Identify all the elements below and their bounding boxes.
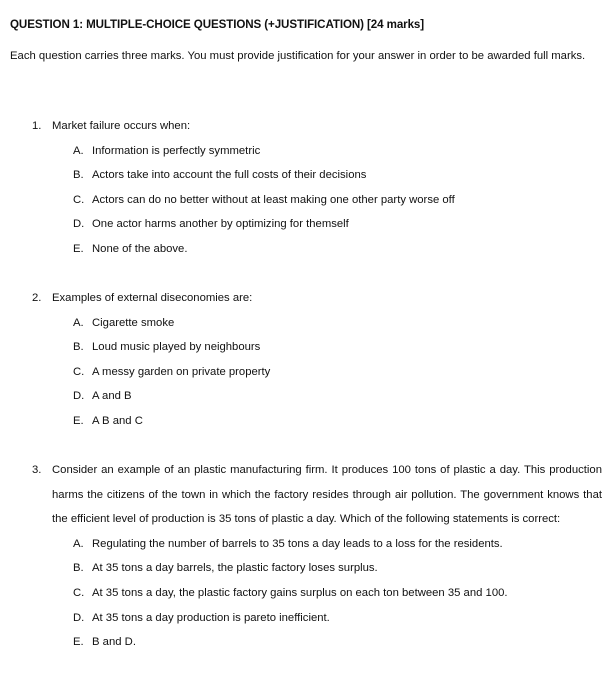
option-text: At 35 tons a day, the plastic factory gains surplus on each ton between 35 and 100. [92, 586, 508, 599]
option-a [73, 532, 602, 557]
option-letter: C. [73, 586, 85, 599]
option-e [73, 409, 602, 434]
option-c [73, 360, 602, 385]
option-list [32, 311, 602, 434]
option-letter: B. [73, 341, 84, 354]
question-stem [32, 114, 602, 139]
option-b [73, 556, 602, 581]
option-text: None of the above. [92, 242, 188, 255]
option-e [73, 630, 602, 655]
option-a [73, 311, 602, 336]
question-text: Consider an example of an plastic manufacturing firm. It produces 100 tons of plastic a day. This production harms the citizens of the town in which the factory resides through air pollution. The government knows that the efficient level of production is 35 tons of plastic a day. Which of the following statements is correct: [52, 464, 602, 526]
option-e [73, 237, 602, 262]
question-stem [32, 458, 602, 532]
option-letter: A. [73, 144, 84, 157]
option-text: One actor harms another by optimizing for themself [92, 218, 349, 231]
option-c [73, 188, 602, 213]
option-letter: E. [73, 242, 84, 255]
option-d [73, 606, 602, 631]
option-list [32, 139, 602, 262]
option-letter: E. [73, 414, 84, 427]
instructions-paragraph: Each question carries three marks. You must provide justification for your answer in order to be awarded full marks. [10, 50, 586, 62]
option-d [73, 384, 602, 409]
option-text: Loud music played by neighbours [92, 341, 261, 354]
option-a [73, 139, 602, 164]
option-letter: A. [73, 537, 84, 550]
option-letter: C. [73, 365, 85, 378]
option-text: Actors take into account the full costs of their decisions [92, 169, 367, 182]
option-text: B and D. [92, 636, 136, 649]
option-letter: B. [73, 562, 84, 575]
option-letter: D. [73, 218, 85, 231]
option-b [73, 335, 602, 360]
option-c [73, 581, 602, 606]
option-text: At 35 tons a day barrels, the plastic factory loses surplus. [92, 562, 378, 575]
option-letter: C. [73, 193, 85, 206]
option-text: Cigarette smoke [92, 316, 175, 329]
option-letter: D. [73, 390, 85, 403]
question-number: 3. [32, 464, 42, 476]
option-letter: B. [73, 169, 84, 182]
section-heading: QUESTION 1: MULTIPLE-CHOICE QUESTIONS (+JUSTIFICATION) [24 marks] [10, 18, 425, 31]
question-stem [32, 286, 602, 311]
question-3 [32, 458, 602, 655]
option-text: Actors can do no better without at least making one other party worse off [92, 193, 455, 206]
question-text: Examples of external diseconomies are: [52, 292, 253, 304]
option-text: A messy garden on private property [92, 365, 271, 378]
option-letter: A. [73, 316, 84, 329]
question-text: Market failure occurs when: [52, 120, 191, 132]
question-number: 1. [32, 120, 42, 132]
option-text: At 35 tons a day production is pareto inefficient. [92, 611, 330, 624]
option-text: A and B [92, 390, 132, 403]
option-text: Regulating the number of barrels to 35 tons a day leads to a loss for the residents. [92, 537, 503, 550]
option-d [73, 212, 602, 237]
option-text: A B and C [92, 414, 143, 427]
question-1 [32, 114, 602, 262]
question-number: 2. [32, 292, 42, 304]
option-letter: D. [73, 611, 85, 624]
question-2 [32, 286, 602, 434]
option-b [73, 163, 602, 188]
option-list [32, 532, 602, 655]
option-text: Information is perfectly symmetric [92, 144, 261, 157]
option-letter: E. [73, 636, 84, 649]
